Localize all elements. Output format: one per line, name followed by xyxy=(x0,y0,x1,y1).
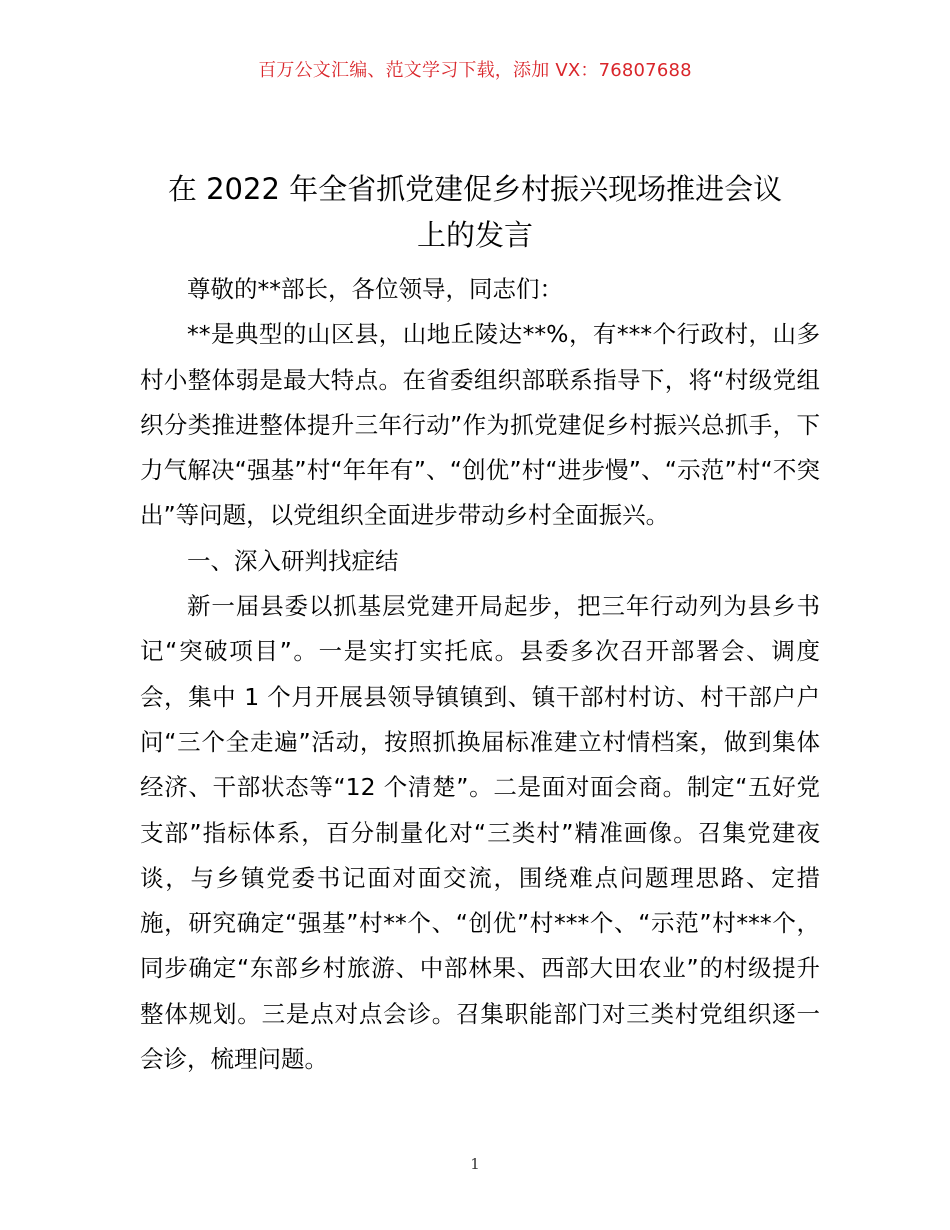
document-title xyxy=(120,166,830,258)
title-line-2: 上的发言 xyxy=(416,218,533,252)
header-note: 百万公文汇编、范文学习下载，添加 VX：76807688 xyxy=(258,60,692,81)
document-body xyxy=(140,267,820,1082)
page-number: 1 xyxy=(470,1155,480,1173)
salutation: 尊敬的**部长，各位领导，同志们： xyxy=(187,275,563,303)
section-heading-1: 一、深入研判找症结 xyxy=(187,546,399,575)
paragraph-intro: **是典型的山区县，山地丘陵达**%，有***个行政村，山多村小整体弱是最大特点。在省委组织部联系指导下，将“村级党组织分类推进整体提升三年行动”作为抓党建促乡村振兴总抓手，下力气解决“强基”村“年年有”、“创优”村“进步慢”、“示范”村“不突出”等问题，以党组织全面进步带动乡村全面振兴。 xyxy=(140,320,820,530)
paragraph-section-1: 新一届县委以抓基层党建开局起步，把三年行动列为县乡书记“突破项目”。一是实打实托底。县委多次召开部署会、调度会，集中 1 个月开展县领导镇镇到、镇干部村村访、村干部户户问“三个全走遍”活动，按照抓换届标准建立村情档案，做到集体经济、干部状态等“12 个清楚”。二是面对面会商。制定“五好党支部”指标体系，百分制量化对“三类村”精准画像。召集党建夜谈，与乡镇党委书记面对面交流，围绕难点问题理思路、定措施，研究确定“强基”村**个、“创优”村***个、“示范”村***个，同步确定“东部乡村旅游、中部林果、西部大田农业”的村级提升整体规划。三是点对点会诊。召集职能部门对三类村党组织逐一会诊，梳理问题。 xyxy=(140,592,820,1074)
title-line-1: 在 2022 年全省抓党建促乡村振兴现场推进会议 xyxy=(167,172,783,206)
